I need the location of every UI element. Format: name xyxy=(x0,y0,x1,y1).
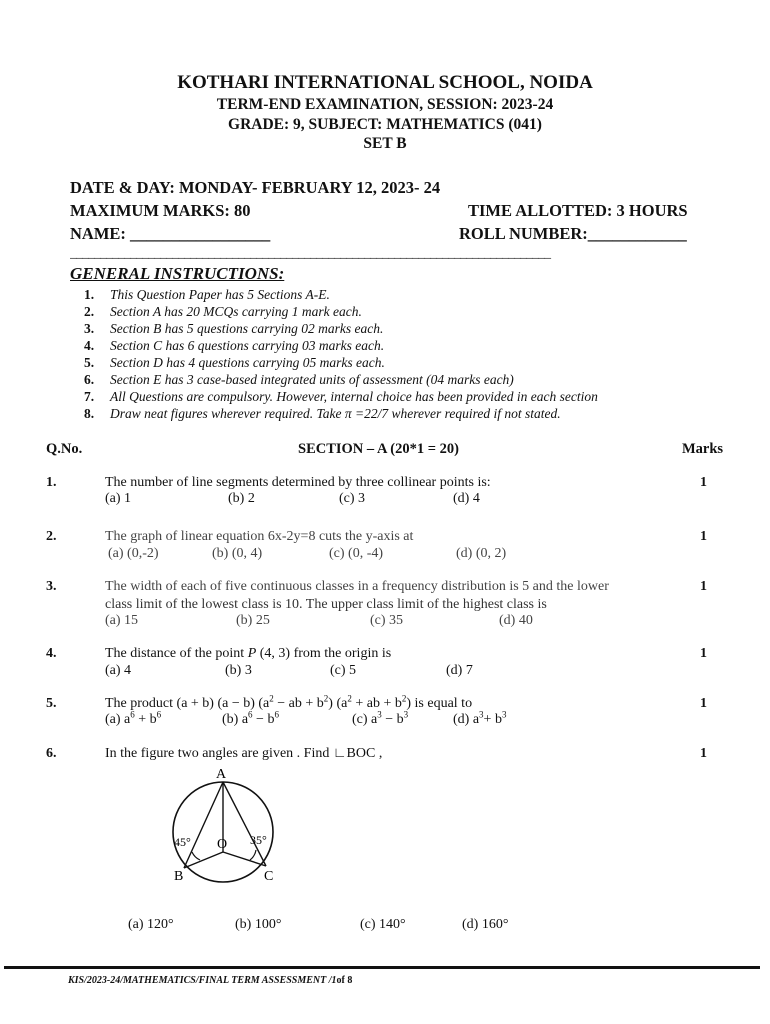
question-marks: 1 xyxy=(700,696,707,711)
question-text: In the figure two angles are given . Find ∟BOC , xyxy=(105,746,383,761)
instruction-item: 4. Section C has 6 questions carrying 03 marks each. xyxy=(84,338,385,353)
instruction-item: 5. Section D has 4 questions carrying 05 marks each. xyxy=(84,355,385,370)
question-text: The graph of linear equation 6x-2y=8 cuts the y-axis at xyxy=(105,529,414,544)
instruction-item: 6. Section E has 3 case-based integrated units of assessment (04 marks each) xyxy=(84,372,514,387)
option-a: (a) 4 xyxy=(105,663,132,678)
option-d: (d) (0, 2) xyxy=(456,546,507,561)
question-number: 1. xyxy=(46,475,57,490)
label-a: A xyxy=(216,767,227,782)
circle-figure xyxy=(160,764,300,884)
option-d: (d) 7 xyxy=(446,663,473,678)
label-c: C xyxy=(264,869,274,884)
qno-header: Q.No. xyxy=(46,441,83,457)
option-d: (d) 4 xyxy=(453,491,480,506)
question-marks: 1 xyxy=(700,529,707,544)
question-text: The number of line segments determined by three collinear points is: xyxy=(105,475,491,490)
date-day: DATE & DAY: MONDAY- FEBRUARY 12, 2023- 24 xyxy=(70,178,441,197)
name-field: NAME: _________________ xyxy=(70,224,271,243)
question-number: 2. xyxy=(46,529,57,544)
exam-title: TERM-END EXAMINATION, SESSION: 2023-24 xyxy=(216,96,554,113)
set-label: SET B xyxy=(363,135,407,152)
instruction-item: 1. This Question Paper has 5 Sections A-E. xyxy=(84,287,330,302)
option-d: (d) 160° xyxy=(462,917,509,932)
question-marks: 1 xyxy=(700,579,707,594)
instruction-item: 7. All Questions are compulsory. However, internal choice has been provided in each section xyxy=(84,389,598,404)
option-b: (b) 2 xyxy=(228,491,255,506)
option-c: (c) (0, -4) xyxy=(329,546,384,561)
instruction-item: 3. Section B has 5 questions carrying 02 marks each. xyxy=(84,321,384,336)
marks-header: Marks xyxy=(682,441,724,457)
question-text-line2: class limit of the lowest class is 10. The upper class limit of the highest class is xyxy=(105,597,547,612)
question-text: The product (a + b) (a − b) ($a^2$ − ab + $b^2$) ($a^2$ + ab + $b^2$) is equal to xyxy=(105,693,473,711)
label-o: O xyxy=(217,837,228,852)
label-45-degrees: 45° xyxy=(174,835,191,849)
instructions-list xyxy=(84,286,598,422)
footer-rule xyxy=(4,966,760,969)
time-allotted: TIME ALLOTTED: 3 HOURS xyxy=(468,201,688,220)
option-d: (d) 40 xyxy=(499,613,533,628)
option-b: (b) 25 xyxy=(236,613,270,628)
question-text: The width of each of five continuous classes in a frequency distribution is 5 and the lower xyxy=(105,579,609,594)
option-b: (b) $a^6 - b^6$ xyxy=(222,709,279,727)
separator-line: ________________________________________________________________________________ xyxy=(70,246,550,261)
question-number: 6. xyxy=(46,746,57,761)
option-c: (c) $a^3 - b^3$ xyxy=(352,709,409,727)
school-name: KOTHARI INTERNATIONAL SCHOOL, NOIDA xyxy=(177,72,593,93)
option-a: (a) 15 xyxy=(105,613,139,628)
page-number: 1 xyxy=(331,975,337,986)
grade-subject: GRADE: 9, SUBJECT: MATHEMATICS (041) xyxy=(228,116,542,133)
option-b: (b) 100° xyxy=(235,917,282,932)
question-number: 5. xyxy=(46,696,57,711)
max-marks: MAXIMUM MARKS: 80 xyxy=(70,201,251,220)
option-a: (a) $a^6 + b^6$ xyxy=(105,709,162,727)
angle-arc-b xyxy=(192,852,200,860)
option-c: (c) 5 xyxy=(330,663,357,678)
label-35-degrees: 35° xyxy=(250,833,267,847)
question-number: 4. xyxy=(46,646,57,661)
option-c: (c) 35 xyxy=(370,613,404,628)
question-number: 3. xyxy=(46,579,57,594)
question-marks: 1 xyxy=(700,475,707,490)
instruction-item: 8. Draw neat figures wherever required. Take π =22/7 wherever required if not stated. xyxy=(84,406,561,421)
angle-arc-c xyxy=(250,850,256,860)
label-b: B xyxy=(174,869,184,884)
option-a: (a) (0,-2) xyxy=(108,546,159,561)
question-marks: 1 xyxy=(700,746,707,761)
option-a: (a) 120° xyxy=(128,917,174,932)
question-text: The distance of the point P (4, 3) from the origin is xyxy=(105,646,392,661)
option-a: (a) 1 xyxy=(105,491,132,506)
instructions-title: GENERAL INSTRUCTIONS: xyxy=(70,264,285,283)
section-title: SECTION – A (20*1 = 20) xyxy=(298,441,459,457)
option-c: (c) 140° xyxy=(360,917,406,932)
option-b: (b) (0, 4) xyxy=(212,546,263,561)
roll-number-field: ROLL NUMBER:____________ xyxy=(459,224,687,243)
question-marks: 1 xyxy=(700,646,707,661)
page-footer: KIS/2023-24/MATHEMATICS/FINAL TERM ASSESSMENT /1of 8 xyxy=(68,975,353,986)
option-b: (b) 3 xyxy=(225,663,252,678)
instruction-item: 2. Section A has 20 MCQs carrying 1 mark each. xyxy=(84,304,362,319)
option-c: (c) 3 xyxy=(339,491,366,506)
option-d: (d) $a^3+ b^3$ xyxy=(453,709,507,727)
